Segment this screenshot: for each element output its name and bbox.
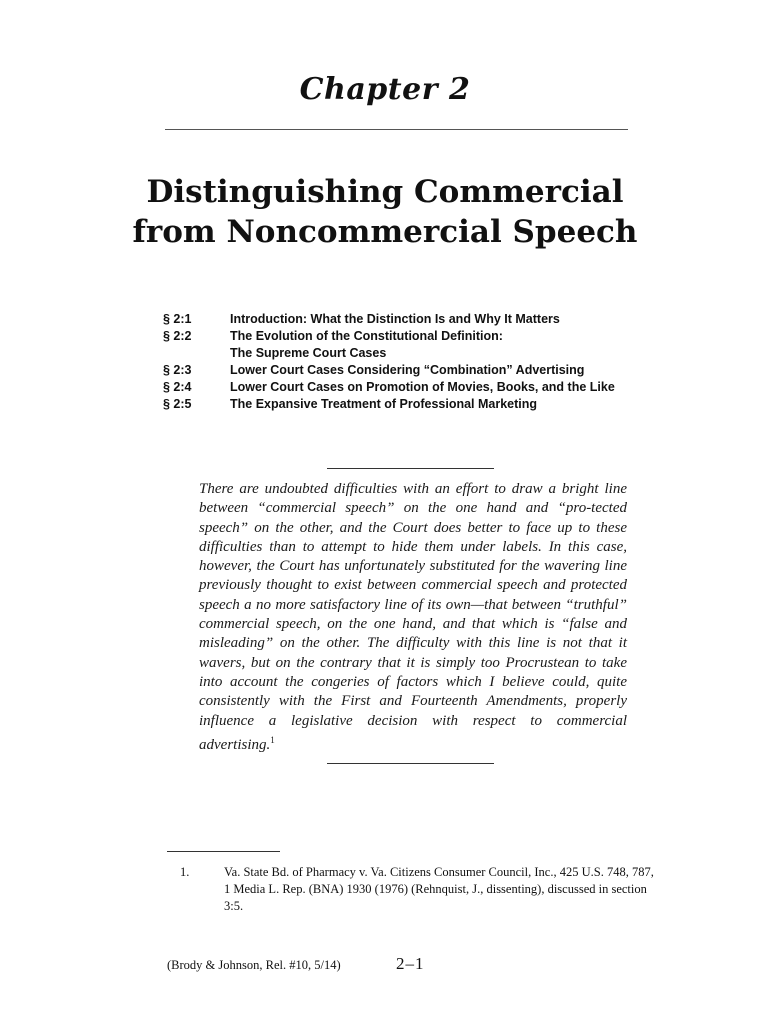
epigraph-rule-top bbox=[327, 468, 494, 469]
footnote-rule bbox=[167, 851, 280, 852]
chapter-title-line-1: Distinguishing Commercial bbox=[146, 174, 624, 210]
chapter-title-line-2: from Noncommercial Speech bbox=[132, 214, 638, 250]
page-number: 2–1 bbox=[396, 954, 425, 973]
outline-section-title: Lower Court Cases on Promotion of Movies, Books, and the Like bbox=[230, 380, 615, 394]
footnote-text: Va. State Bd. of Pharmacy v. Va. Citizens Consumer Council, Inc., 425 U.S. 748, 787, 1 Media L. Rep. (BNA) 1930 (1976) (Rehnquist, J., dissenting), discussed in section 3:5. bbox=[224, 865, 654, 913]
outline-section-number: § 2:1 bbox=[163, 312, 192, 326]
outline-row bbox=[163, 328, 683, 345]
section-outline bbox=[163, 311, 683, 413]
footnote-reference[interactable]: 1 bbox=[270, 734, 275, 745]
outline-row bbox=[163, 345, 683, 362]
outline-row bbox=[163, 379, 683, 396]
footnote-number: 1. bbox=[180, 865, 190, 879]
outline-row bbox=[163, 362, 683, 379]
epigraph-text: There are undoubted difficulties with an effort to draw a bright line between “commercial speech” on the one hand and “pro-tected speech” on the other, and the Court does better to face up to these difficulties than to attempt to hide them under labels. In this case, however, the Court has unfortunately substituted for the wavering line previously thought to exist between commercial speech and protected speech a no more satisfactory line of its own—that between “truthful” commercial speech, on the one hand, and that which is “false and misleading” on the other. The difficulty with this line is not that it wavers, but on the contrary that it is simply too Procrustean to take into account the congeries of factors which I believe could, quite consistently with the First and Fourteenth Amendments, properly influence a legislative decision with respect to commercial advertising. bbox=[199, 481, 627, 753]
epigraph-rule-bottom bbox=[327, 763, 494, 764]
chapter-title bbox=[0, 172, 770, 252]
footnote bbox=[180, 864, 660, 915]
epigraph-quote bbox=[199, 480, 627, 755]
outline-section-number: § 2:5 bbox=[163, 397, 192, 411]
outline-section-number: § 2:3 bbox=[163, 363, 192, 377]
outline-section-number: § 2:2 bbox=[163, 329, 192, 343]
outline-section-number bbox=[163, 345, 230, 362]
outline-section-title: The Evolution of the Constitutional Definition: bbox=[230, 329, 503, 343]
outline-row bbox=[163, 311, 683, 328]
header-rule bbox=[165, 129, 628, 130]
outline-row bbox=[163, 396, 683, 413]
outline-section-title: The Expansive Treatment of Professional Marketing bbox=[230, 397, 538, 411]
outline-section-title: Lower Court Cases Considering “Combination” Advertising bbox=[230, 363, 585, 377]
release-info: (Brody & Johnson, Rel. #10, 5/14) bbox=[167, 958, 341, 972]
chapter-label: Chapter 2 bbox=[299, 72, 471, 107]
outline-section-title: The Supreme Court Cases bbox=[230, 346, 387, 360]
outline-section-number: § 2:4 bbox=[163, 380, 192, 394]
outline-section-title: Introduction: What the Distinction Is and Why It Matters bbox=[230, 312, 560, 326]
